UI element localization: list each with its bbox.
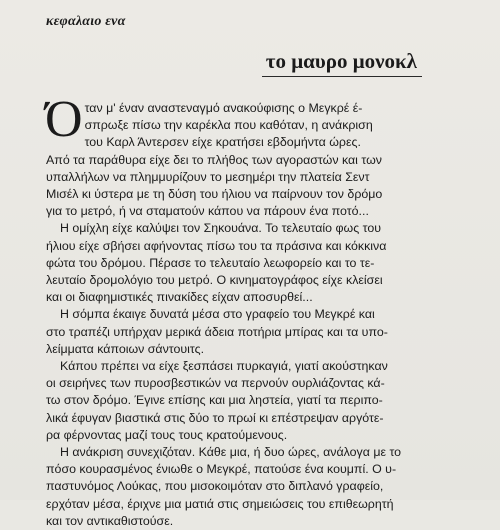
text-line: Η ανάκριση συνεχιζόταν. Κάθε μια, ή δυο ώρες, ανάλογα με το: [60, 445, 402, 460]
text-line: λικά έφυγαν βιαστικά στις δύο το πρωί κι επέστρεψαν αργότε-: [46, 410, 384, 425]
text-line: ταν μ' έναν αναστεναγμό ανακούφισης ο Μεγκρέ έ-: [84, 101, 363, 115]
chapter-body: [45, 91, 436, 530]
text-line: παστυνόμος Λούκας, που μισοκοιμόταν στο διπλανό γραφείο,: [46, 479, 384, 494]
text-line: ερχόταν μέσα, έριχνε μια ματιά στις σημειώσεις του επιθεωρητή: [46, 496, 394, 511]
chapter-title: το μαυρο μονοκλ: [265, 49, 417, 73]
text-line: σπρωξε πίσω την καρέκλα που καθόταν, η ανάκριση: [84, 118, 373, 133]
text-line: οι σειρήνες των πυροσβεστικών να περνούν ουρλιάζοντας κά-: [46, 376, 385, 391]
paragraph: [45, 91, 436, 220]
text-line: και τον αντικαθιστούσε.: [46, 513, 174, 528]
text-line: ρα φέρνοντας μαζί τους τους κρατούμενους.: [46, 427, 288, 442]
title-underline: [262, 76, 422, 77]
text-line: Μισέλ κι ύστερα με τη δύση του ήλιου να παίρνουν τον δρόμο: [46, 187, 383, 202]
chapter-label: κεφαλαιο ενα: [46, 14, 126, 29]
text-line: Κάπου πρέπει να είχε ξεσπάσει πυρκαγιά, γιατί ακούστηκαν: [60, 359, 388, 374]
paragraph: [46, 444, 436, 530]
drop-cap: Ό: [45, 91, 83, 148]
text-line: υπαλλήλων να πλημμυρίζουν το μεσημέρι την πλατεία Σεντ: [46, 169, 370, 184]
text-line: και οι διαφημιστικές πινακίδες είχαν αποσυρθεί...: [46, 290, 313, 305]
text-line: του Καρλ Άντερσεν είχε κρατήσει εβδομήντα ώρες.: [84, 135, 361, 150]
paragraph: [46, 220, 436, 306]
text-line: τω στον δρόμο. Έγινε επίσης και μια ληστεία, γιατί τα περιπο-: [46, 393, 383, 408]
text-line: πόσο κουρασμένος ένιωθε ο Μεγκρέ, πατούσε ένα κουμπί. Ο υ-: [46, 462, 397, 477]
text-line: στο τραπέζι υπήρχαν μερικά άδεια ποτήρια μπίρας και τα υπο-: [46, 324, 388, 339]
paragraph: [46, 358, 436, 444]
text-line: Η ομίχλη είχε καλύψει τον Σηκουάνα. Το τελευταίο φως του: [60, 221, 382, 236]
text-line: λευταίο δρομολόγιο του μετρό. Ο κινηματογράφος είχε κλείσει: [46, 273, 383, 288]
text-line: Από τα παράθυρα είχε δει το πλήθος των αγοραστών και των: [46, 152, 382, 167]
paragraph: [46, 306, 436, 358]
text-line: Η σόμπα έκαιγε δυνατά μέσα στο γραφείο του Μεγκρέ και: [60, 307, 375, 322]
text-line: για το μετρό, ή να σταματούν κάπου να πάρουν ένα ποτό...: [46, 204, 369, 219]
text-line: ήλιου είχε σβήσει αφήνοντας πίσω του τα πράσινα και κόκκινα: [46, 238, 387, 253]
text-line: φώτα του δρόμου. Πέρασε το τελευταίο λεωφορείο και το τε-: [46, 255, 375, 270]
text-line: λείμματα κάποιων σάντουιτς.: [46, 341, 205, 356]
